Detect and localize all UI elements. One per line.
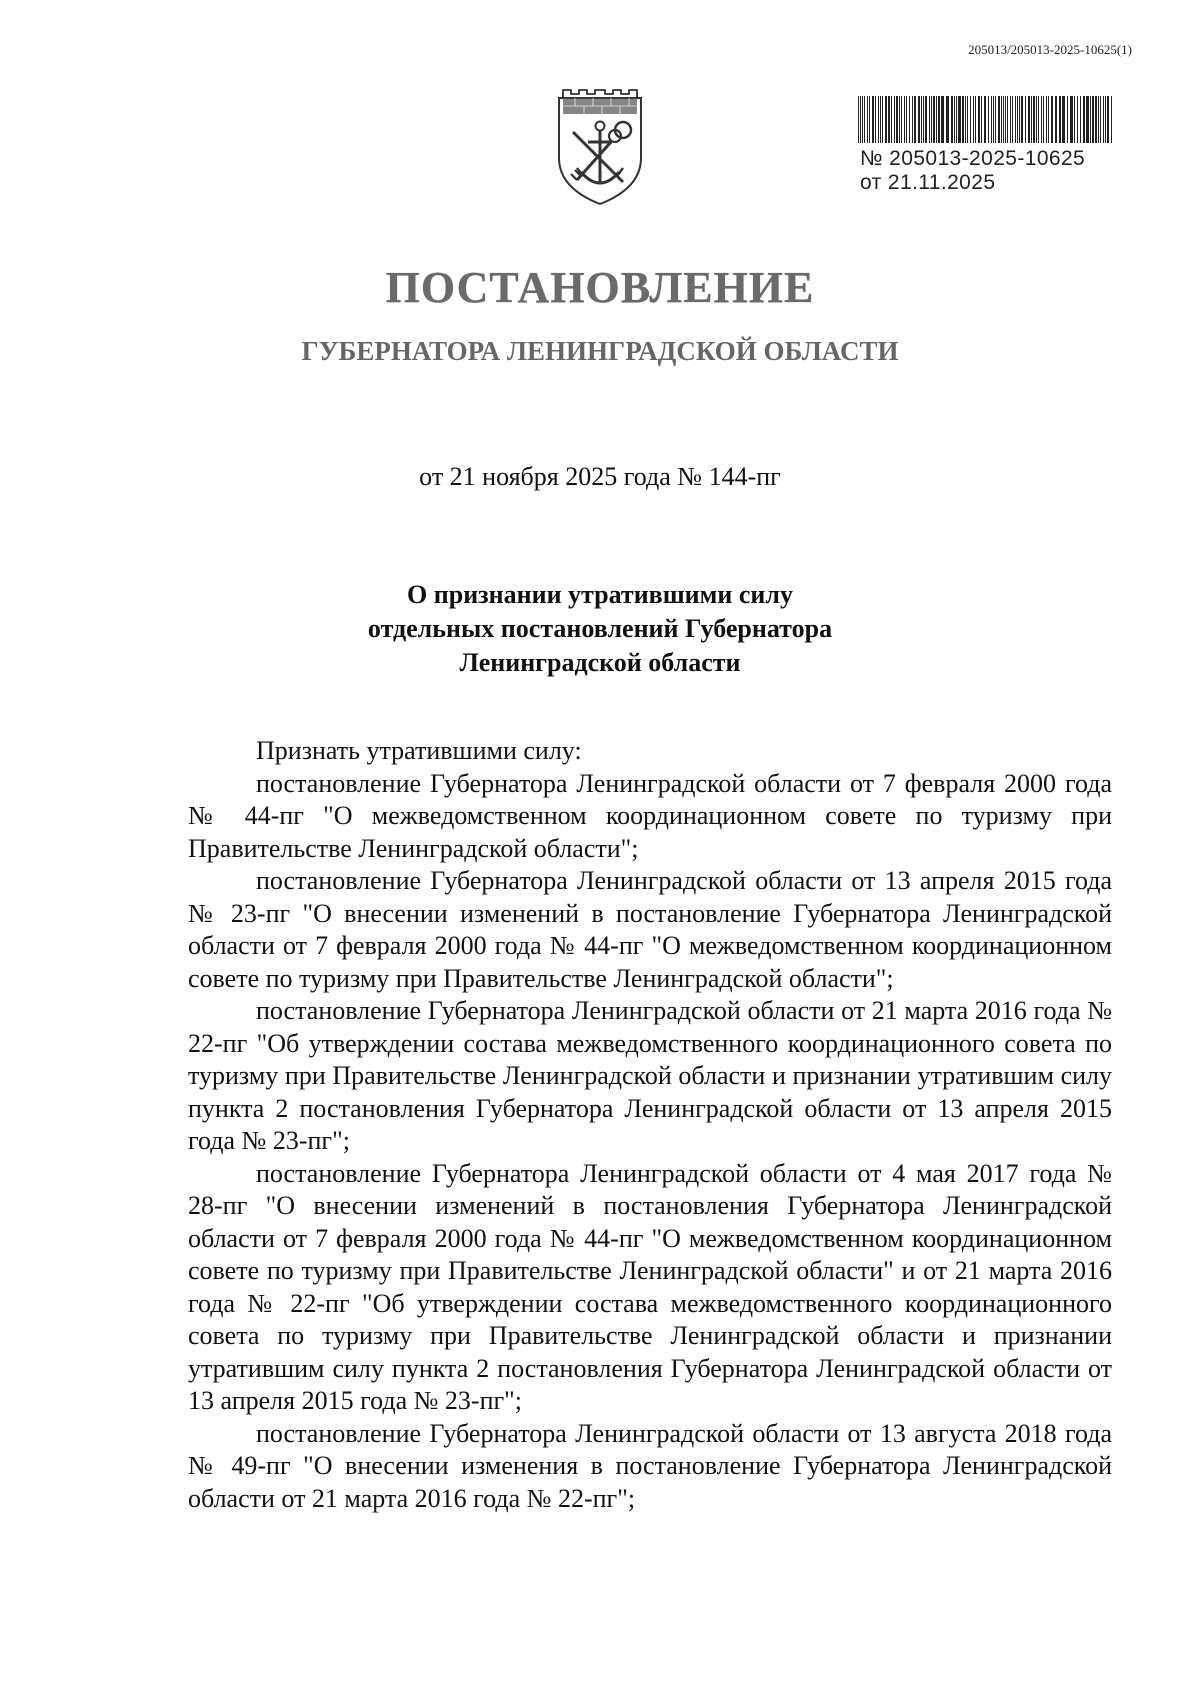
registration-code: 205013/205013-2025-10625(1) bbox=[968, 42, 1132, 57]
document-registration-date: от 21.11.2025 bbox=[860, 171, 996, 194]
heading-line: О признании утратившими силу bbox=[407, 580, 793, 609]
document-number: № 205013-2025-10625 bbox=[860, 147, 1086, 170]
decree-date-number: от 21 ноября 2025 года № 144-пг bbox=[419, 462, 781, 491]
body-paragraph: постановление Губернатора Ленинградской области от 4 мая 2017 года № 28-пг "О внесении изменений в постановления Губернатора Ленинградской области от 7 февраля 2000 года № 44-пг "О межведомственном координационном совете по туризму при Правительстве Ленинградской области" и от 21 марта 2016 года № 22-пг "Об утверждении состава межведомственного координационного совета по туризму при Правительстве Ленинградской области и признании утратившим силу пункта 2 постановления Губернатора Ленинградской области от 13 апреля 2015 года № 23-пг"; bbox=[188, 1158, 1112, 1415]
barcode-block bbox=[858, 96, 1116, 195]
body-paragraph: Признать утратившими силу: bbox=[256, 736, 582, 765]
coat-of-arms-icon bbox=[553, 88, 647, 206]
document-title: ПОСТАНОВЛЕНИЕ bbox=[385, 263, 815, 312]
decree-heading bbox=[0, 578, 1200, 680]
heading-line: Ленинградской области bbox=[459, 648, 741, 677]
barcode-icon bbox=[858, 96, 1114, 143]
document-issuer: ГУБЕРНАТОРА ЛЕНИНГРАДСКОЙ ОБЛАСТИ bbox=[301, 336, 899, 366]
body-paragraph: постановление Губернатора Ленинградской области от 13 апреля 2015 года № 23-пг "О внесении изменений в постановление Губернатора Ленинградской области от 7 февраля 2000 года № 44-пг "О межведомственном координационном совете по туризму при Правительстве Ленинградской области"; bbox=[188, 866, 1112, 993]
heading-line: отдельных постановлений Губернатора bbox=[367, 614, 833, 643]
decree-body bbox=[188, 735, 1112, 1515]
body-paragraph: постановление Губернатора Ленинградской области от 13 августа 2018 года № 49-пг "О внесении изменения в постановление Губернатора Ленинградской области от 21 марта 2016 года № 22-пг"; bbox=[188, 1418, 1112, 1513]
body-paragraph: постановление Губернатора Ленинградской области от 7 февраля 2000 года № 44-пг "О межведомственном координационном совете по туризму при Правительстве Ленинградской области"; bbox=[188, 768, 1112, 863]
body-paragraph: постановление Губернатора Ленинградской области от 21 марта 2016 года № 22-пг "Об утверждении состава межведомственного координационного совета по туризму при Правительстве Ленинградской области и признании утратившим силу пункта 2 постановления Губернатора Ленинградской области от 13 апреля 2015 года № 23-пг"; bbox=[188, 996, 1112, 1155]
